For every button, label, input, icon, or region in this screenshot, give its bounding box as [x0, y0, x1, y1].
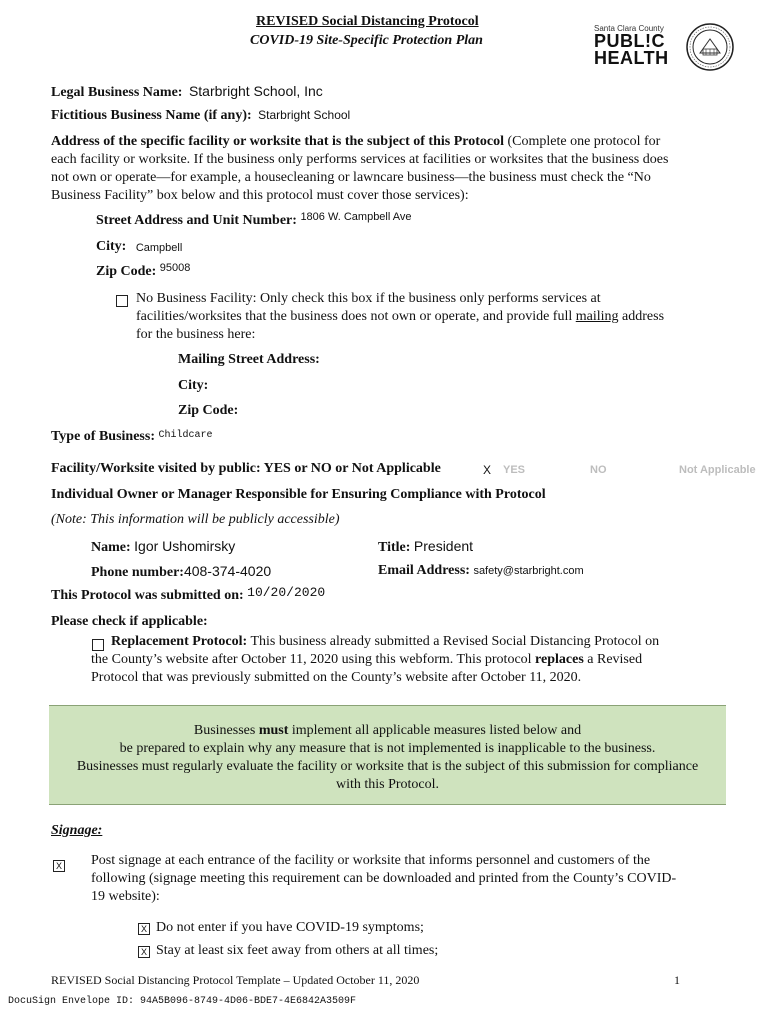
- page-number: 1: [674, 973, 680, 987]
- footer-text: REVISED Social Distancing Protocol Template – Updated October 11, 2020: [51, 973, 420, 987]
- submitted-date-value[interactable]: 10/20/2020: [247, 585, 326, 600]
- zip-code-label: Zip Code:: [96, 264, 157, 279]
- owner-title-label: Title:: [378, 540, 411, 555]
- option-yes[interactable]: YES: [503, 464, 526, 476]
- business-type-label: Type of Business:: [51, 429, 155, 444]
- no-facility-checkbox[interactable]: [116, 293, 134, 311]
- mailing-street-label: Mailing Street Address:: [178, 352, 320, 367]
- owner-title-value[interactable]: President: [413, 538, 474, 554]
- phone-value[interactable]: 408-374-4020: [183, 563, 272, 579]
- legal-name-value[interactable]: Starbright School, Inc: [188, 83, 323, 99]
- signage-heading: Signage:: [51, 823, 103, 838]
- mailing-zip-label: Zip Code:: [178, 403, 239, 418]
- phone-label: Phone number:: [91, 565, 184, 580]
- county-seal-icon: [685, 22, 735, 72]
- sub-item-2-checkbox[interactable]: X: [138, 946, 150, 958]
- check-if-applicable-label: Please check if applicable:: [51, 614, 208, 629]
- docusign-envelope-id: DocuSign Envelope ID: 94A5B096-8749-4D06-BDE7-4E6842A3509F: [8, 996, 357, 1007]
- document-subtitle: COVID-19 Site-Specific Protection Plan: [250, 33, 483, 48]
- city-label: City:: [96, 239, 127, 254]
- signage-item-text: Post signage at each entrance of the facility or worksite that informs personnel and customers of the following (signage meeting this requirement can be downloaded and printed from the County’s COVID- 19 website):: [91, 853, 677, 904]
- option-not-applicable[interactable]: Not Applicable: [679, 464, 756, 476]
- legal-name-label: Legal Business Name:: [51, 85, 183, 100]
- signage-checkbox[interactable]: X: [53, 855, 71, 873]
- no-facility-text: No Business Facility: Only check this box if the business only performs services at facilities/worksites that the business does not own or operate, and provide full mailing address for the business here:: [136, 291, 665, 342]
- city-value[interactable]: Campbell: [135, 242, 183, 254]
- signage-sub-item-1: X Do not enter if you have COVID-19 symptoms;: [138, 920, 424, 936]
- mailing-city-label: City:: [178, 378, 209, 393]
- email-value[interactable]: safety@starbright.com: [473, 565, 584, 577]
- email-label: Email Address:: [378, 563, 470, 578]
- option-no[interactable]: NO: [590, 464, 607, 476]
- compliance-banner: Businesses must implement all applicable measures listed below and be prepared to explain why any measure that is not implemented is inapplicable to the business. Businesses must regularly evaluate the facility or worksite that is the subject of this submission for compliance with this Protocol.: [49, 705, 726, 805]
- owner-name-label: Name:: [91, 540, 131, 555]
- submitted-date-label: This Protocol was submitted on:: [51, 588, 244, 603]
- street-address-value[interactable]: 1806 W. Campbell Ave: [300, 211, 412, 223]
- visited-selection-mark[interactable]: X: [483, 463, 492, 477]
- owner-heading: Individual Owner or Manager Responsible for Ensuring Compliance with Protocol: [51, 487, 546, 502]
- sub-item-1-checkbox[interactable]: X: [138, 923, 150, 935]
- replacement-protocol-text: Replacement Protocol: This business already submitted a Revised Social Distancing Protocol on the County’s website after October 11, 2020 using this webform. This protocol replaces a Revised Protocol that was previously submitted on the County’s website after October 11, 2020.: [91, 634, 660, 685]
- document-title: REVISED Social Distancing Protocol: [256, 14, 479, 29]
- public-note: (Note: This information will be publicly accessible): [51, 512, 340, 527]
- signage-sub-item-2: X Stay at least six feet away from others at all times;: [138, 943, 438, 959]
- visited-by-public-label: Facility/Worksite visited by public: YES or NO or Not Applicable: [51, 461, 441, 476]
- street-address-label: Street Address and Unit Number:: [96, 213, 297, 228]
- zip-code-value[interactable]: 95008: [159, 262, 191, 274]
- owner-name-value[interactable]: Igor Ushomirsky: [134, 538, 236, 554]
- fictitious-name-value[interactable]: Starbright School: [258, 108, 351, 122]
- fictitious-name-label: Fictitious Business Name (if any):: [51, 108, 252, 123]
- address-instructions: Address of the specific facility or worksite that is the subject of this Protocol (Complete one protocol for each facility or worksite. If the business only performs services at facilities or worksites that the business does not own or operate—for example, a housecleaning or lawncare business—the business must check the “No Business Facility” box below and this protocol must cover those services):: [51, 134, 669, 203]
- business-type-value[interactable]: Childcare: [158, 430, 213, 441]
- public-health-logo: Santa Clara County PUBL!C HEALTH: [594, 24, 669, 68]
